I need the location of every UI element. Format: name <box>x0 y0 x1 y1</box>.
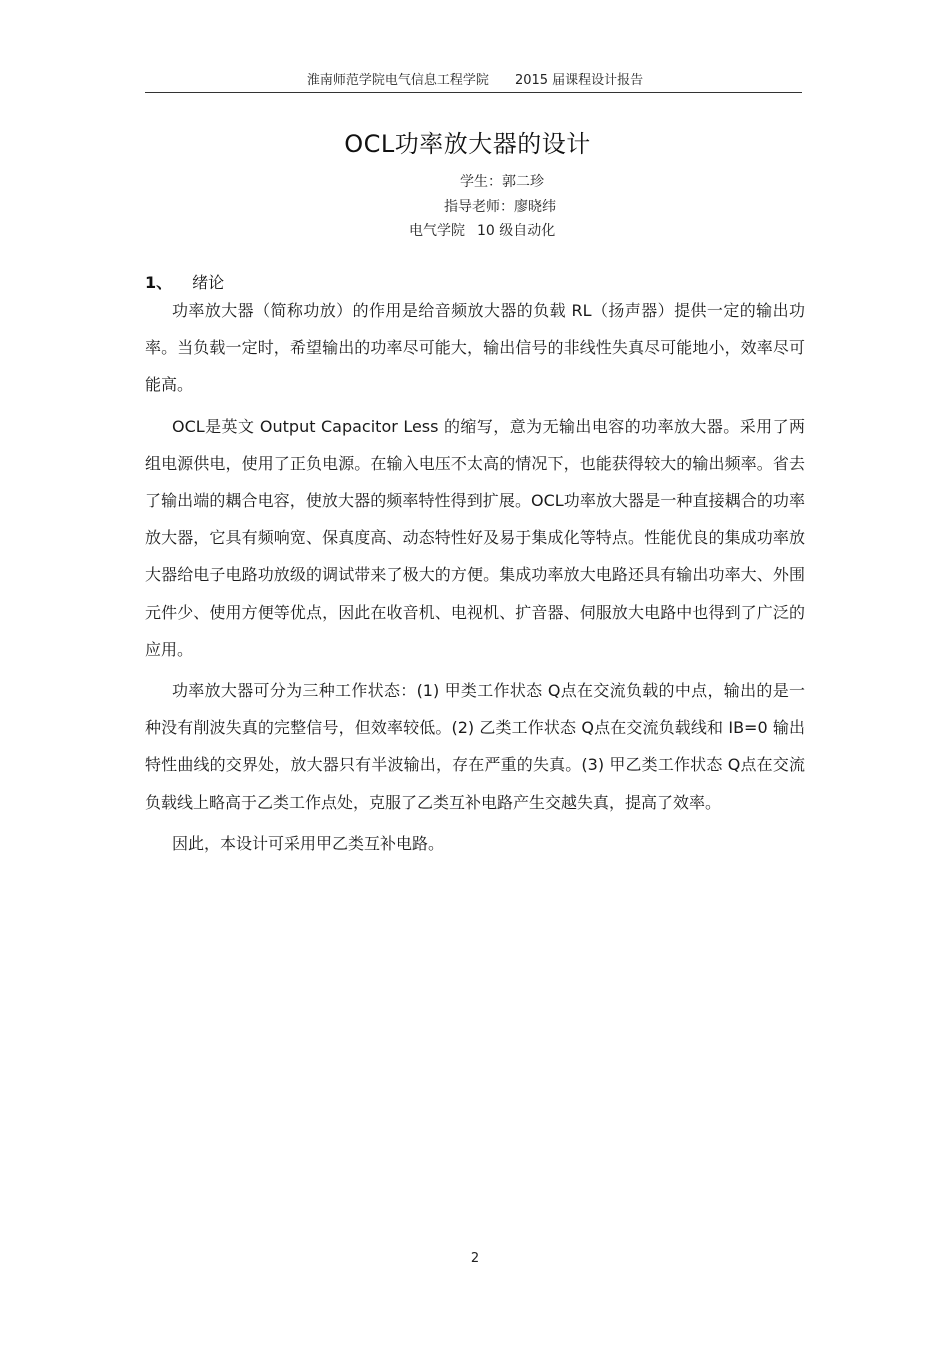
meta-student: 学生：郭二珍 <box>460 174 544 190</box>
header-report: 2015 届课程设计报告 <box>514 73 644 88</box>
document-title: OCL功率放大器的设计 <box>344 130 591 158</box>
meta-advisor: 指导老师：廖晓纬 <box>444 199 556 215</box>
meta-department-name: 电气学院 <box>409 223 465 239</box>
body-text <box>145 292 805 866</box>
header-school: 淮南师范学院电气信息工程学院 <box>306 73 489 88</box>
section-number: 1、 <box>145 273 173 292</box>
header-rule <box>145 92 802 93</box>
section-heading <box>145 270 224 293</box>
page-number: 2 <box>470 1251 480 1266</box>
paragraph-purpose: 功率放大器（简称功放）的作用是给音频放大器的负载 RL（扬声器）提供一定的输出功率。当负载一定时，希望输出的功率尽可能大，输出信号的非线性失真尽可能地小，效率尽可能高。 <box>145 301 805 395</box>
section-title: 绪论 <box>192 273 225 292</box>
paragraph-conclusion: 因此，本设计可采用甲乙类互补电路。 <box>172 833 445 853</box>
paragraph-ocl-definition: OCL是英文 Output Capacitor Less 的缩写，意为无输出电容的功率放大器。采用了两组电源供电，使用了正负电源。在输入电压不太高的情况下，也能获得较大的输出频率。省去了输出端的耦合电容，使放大器的频率特性得到扩展。OCL功率放大器是一种直接耦合的功率放大器，它具有频响宽、保真度高、动态特性好及易于集成化等特点。性能优良的集成功率放大器给电子电路功放级的调试带来了极大的方便。集成功率放大电路还具有输出功率大、外围元件少、使用方便等优点，因此在收音机、电视机、扩音器、伺服放大电路中也得到了广泛的应用。 <box>145 416 805 659</box>
page-header <box>0 69 950 88</box>
meta-department <box>409 220 555 240</box>
meta-grade: 10 级自动化 <box>477 223 556 239</box>
paragraph-operating-states: 功率放大器可分为三种工作状态：(1) 甲类工作状态 Q点在交流负载的中点，输出的是一种没有削波失真的完整信号，但效率较低。(2) 乙类工作状态 Q点在交流负载线和 IB=0 输出特性曲线的交界处，放大器只有半波输出，存在严重的失真。(3) 甲乙类工作状态 Q点在交流负载线上略高于乙类工作点处，克服了乙类互补电路产生交越失真，提高了效率。 <box>145 681 805 812</box>
